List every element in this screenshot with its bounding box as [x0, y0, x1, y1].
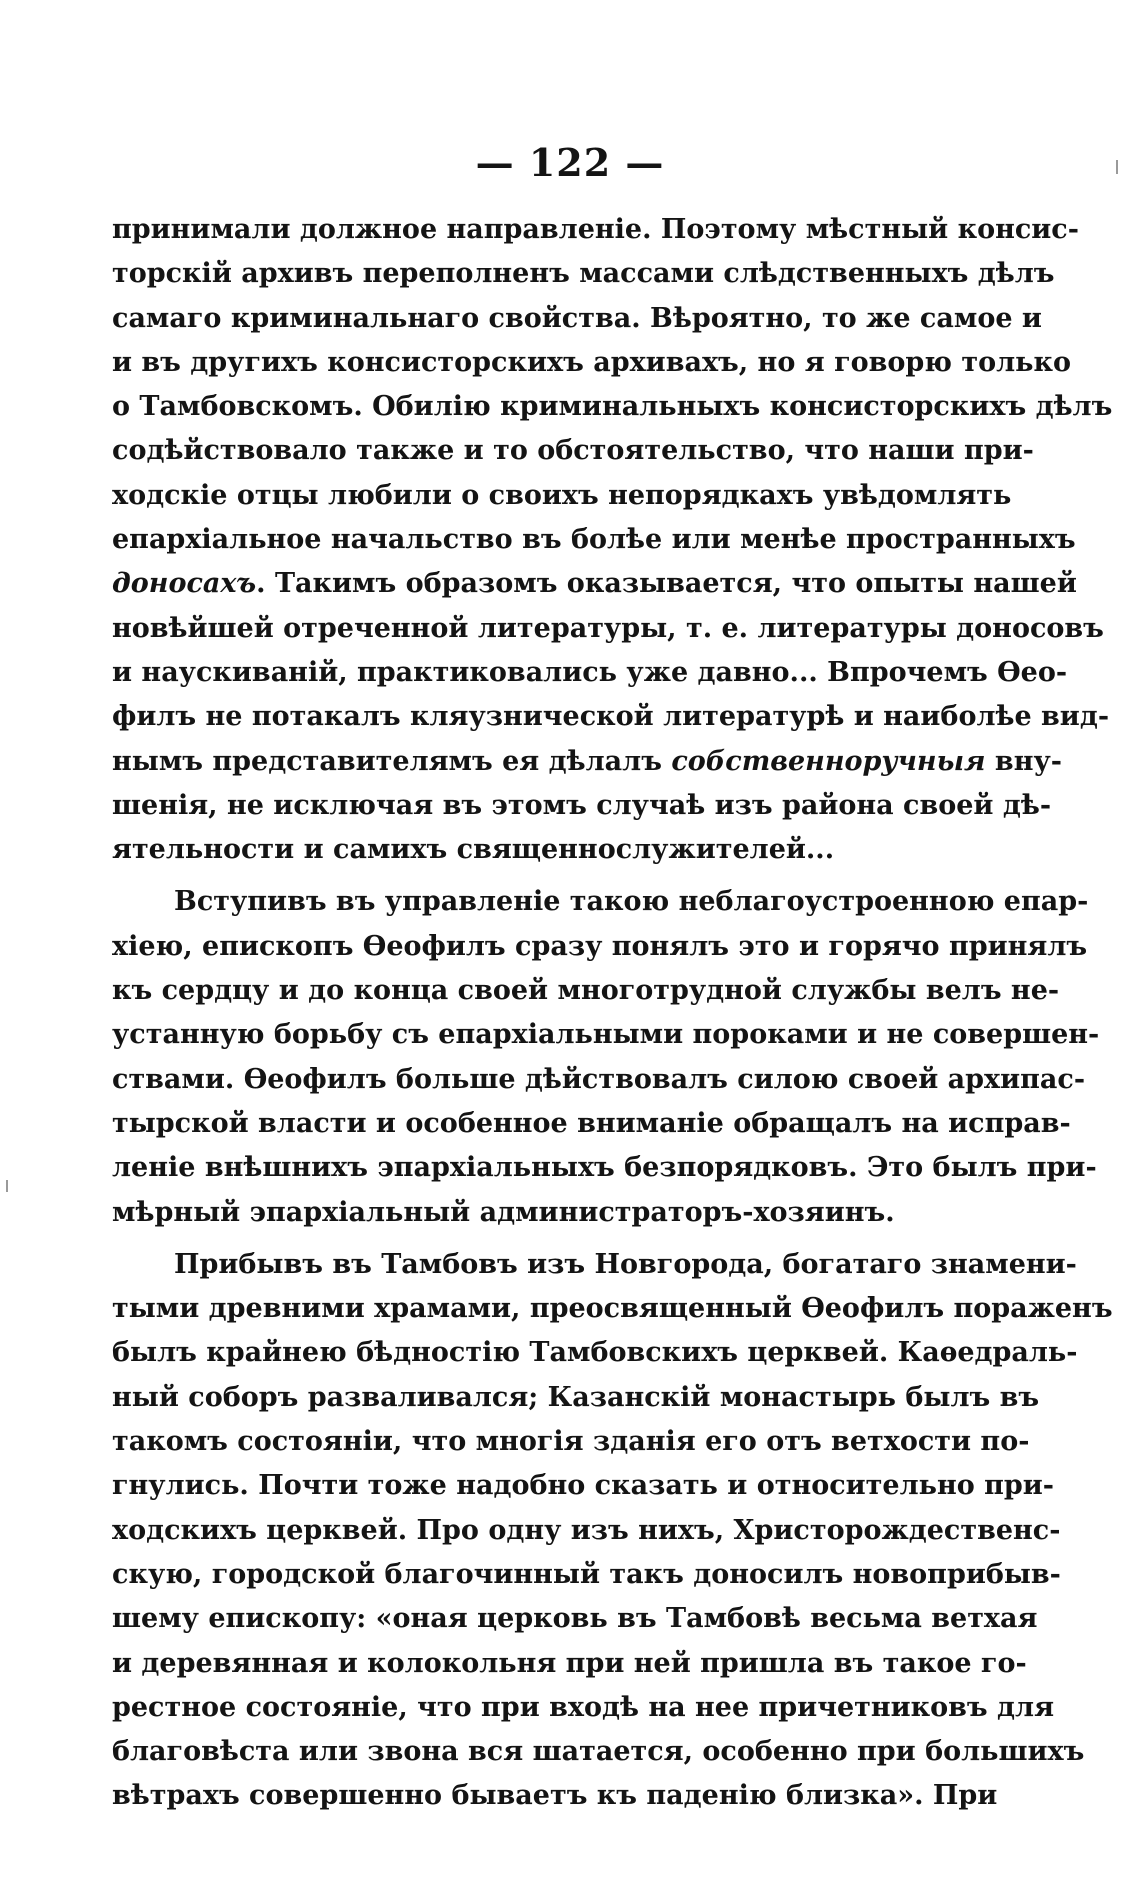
text-line [112, 518, 1076, 562]
text-segment: скую, городской благочинный такъ доносилъ новоприбыв- [112, 1558, 1061, 1590]
text-line [112, 1553, 1061, 1597]
text-segment: тыми древними храмами, преосвященный Ѳеофилъ пораженъ [112, 1293, 1113, 1325]
text-segment: рестное состояніе, что при входѣ на нее причетниковъ для [112, 1691, 1055, 1723]
text-line [112, 1420, 1030, 1464]
paragraph [112, 880, 1100, 1234]
text-segment: и въ другихъ консисторскихъ архивахъ, но я говорю только [112, 346, 1071, 378]
text-segment: . Такимъ образомъ оказывается, что опыты нашей [256, 568, 1077, 600]
text-segment: ходскихъ церквей. Про одну изъ нихъ, Христорождественс- [112, 1514, 1061, 1546]
text-line [112, 969, 1060, 1013]
text-line [112, 1013, 1100, 1057]
text-line [112, 828, 992, 872]
text-segment: шенія, не исключая въ этомъ случаѣ изъ района своей дѣ- [112, 789, 1052, 821]
text-line [112, 1146, 1097, 1190]
text-line [112, 740, 1062, 784]
text-line [112, 252, 1055, 296]
text-line [112, 1331, 1078, 1375]
text-segment: филъ не потакалъ кляузнической литературѣ и наиболѣе вид- [112, 701, 1110, 733]
text-line [112, 297, 1042, 341]
text-line [112, 1597, 1038, 1641]
text-line [112, 562, 1077, 606]
text-segment: нымъ представителямъ ея дѣлалъ [112, 745, 672, 777]
text-line [112, 1642, 1027, 1686]
text-segment: новѣйшей отреченной литературы, т. е. литературы доносовъ [112, 612, 1104, 644]
text-segment: шему епископу: «оная церковь въ Тамбовѣ весьма ветхая [112, 1603, 1038, 1635]
page-number: — 122 — [475, 140, 665, 185]
text-line [112, 651, 1068, 695]
text-segment: принимали должное направленіе. Поэтому мѣстный консис- [112, 214, 1079, 245]
text-line [112, 1774, 998, 1818]
paragraph [112, 1243, 1113, 1819]
text-segment: ный соборъ разваливался; Казанскій монастырь былъ въ [112, 1381, 1040, 1413]
text-segment: къ сердцу и до конца своей многотрудной службы велъ не- [112, 975, 1060, 1007]
body-text [112, 208, 1113, 1819]
text-segment: самаго криминальнаго свойства. Вѣроятно, то же самое и [112, 302, 1042, 334]
scan-artifact-mark [6, 1180, 8, 1192]
text-segment: ствами. Ѳеофилъ больше дѣйствовалъ силою своей архипас- [112, 1063, 1086, 1095]
text-line [112, 695, 1110, 739]
text-line [112, 1102, 1071, 1146]
text-line [112, 607, 1104, 651]
text-line [112, 1686, 1055, 1730]
text-segment: Вступивъ въ управленіе такою неблагоустроенною епар- [174, 886, 1089, 918]
text-segment: вѣтрахъ совершенно бываетъ къ паденію близка». При [112, 1780, 998, 1812]
text-segment: устанную борьбу съ епархіальными пороками и не совершен- [112, 1019, 1100, 1051]
text-line [112, 1509, 1061, 1553]
text-segment: торскій архивъ переполненъ массами слѣдственныхъ дѣлъ [112, 258, 1055, 290]
text-line [112, 1730, 1085, 1774]
text-segment: Прибывъ въ Тамбовъ изъ Новгорода, богатаго знамени- [174, 1248, 1077, 1280]
text-line [112, 1243, 1077, 1287]
text-line [112, 784, 1052, 828]
text-line [112, 1287, 1113, 1331]
text-line [112, 1191, 992, 1235]
text-segment: такомъ состояніи, что многія зданія его отъ ветхости по- [112, 1426, 1030, 1458]
text-segment: хіею, епископъ Ѳеофилъ сразу понялъ это и горячо принялъ [112, 930, 1088, 962]
text-segment: гнулись. Почти тоже надобно сказать и относительно при- [112, 1470, 1054, 1502]
text-segment: вну- [985, 745, 1062, 777]
text-line [112, 341, 1071, 385]
text-line [112, 474, 1012, 518]
text-segment: о Тамбовскомъ. Обилію криминальныхъ консисторскихъ дѣлъ [112, 391, 1113, 423]
scan-artifact-mark [1116, 160, 1118, 174]
text-segment: содѣйствовало также и то обстоятельство, что наши при- [112, 435, 1034, 467]
emphasized-word: доносахъ [112, 568, 257, 600]
text-line [112, 385, 1113, 429]
text-line [112, 925, 1088, 969]
text-line [112, 880, 1089, 924]
emphasized-word: собственноручныя [671, 745, 986, 777]
text-segment: былъ крайнею бѣдностію Тамбовскихъ церквей. Каѳедраль- [112, 1337, 1078, 1369]
text-segment: ятельности и самихъ священнослужителей... [112, 834, 835, 866]
text-segment: епархіальное начальство въ болѣе или менѣе пространныхъ [112, 524, 1076, 556]
text-line [112, 1058, 1086, 1102]
text-line [112, 1464, 1054, 1508]
text-segment: благовѣста или звона вся шатается, особенно при большихъ [112, 1736, 1085, 1768]
text-segment: ходскіе отцы любили о своихъ непорядкахъ увѣдомлять [112, 479, 1012, 511]
text-segment: тырской власти и особенное вниманіе обращалъ на исправ- [112, 1107, 1071, 1139]
text-segment: и наускиваній, практиковались уже давно... Впрочемъ Ѳеo- [112, 656, 1068, 688]
text-segment: леніе внѣшнихъ эпархіальныхъ безпорядковъ. Это былъ при- [112, 1152, 1097, 1184]
paragraph [112, 208, 1113, 872]
text-line [112, 429, 1034, 473]
text-segment: мѣрный эпархіальный администраторъ-хозяинъ. [112, 1196, 895, 1228]
text-line [112, 208, 1079, 252]
text-segment: и деревянная и колокольня при ней пришла въ такое го- [112, 1647, 1027, 1679]
text-line [112, 1376, 1040, 1420]
